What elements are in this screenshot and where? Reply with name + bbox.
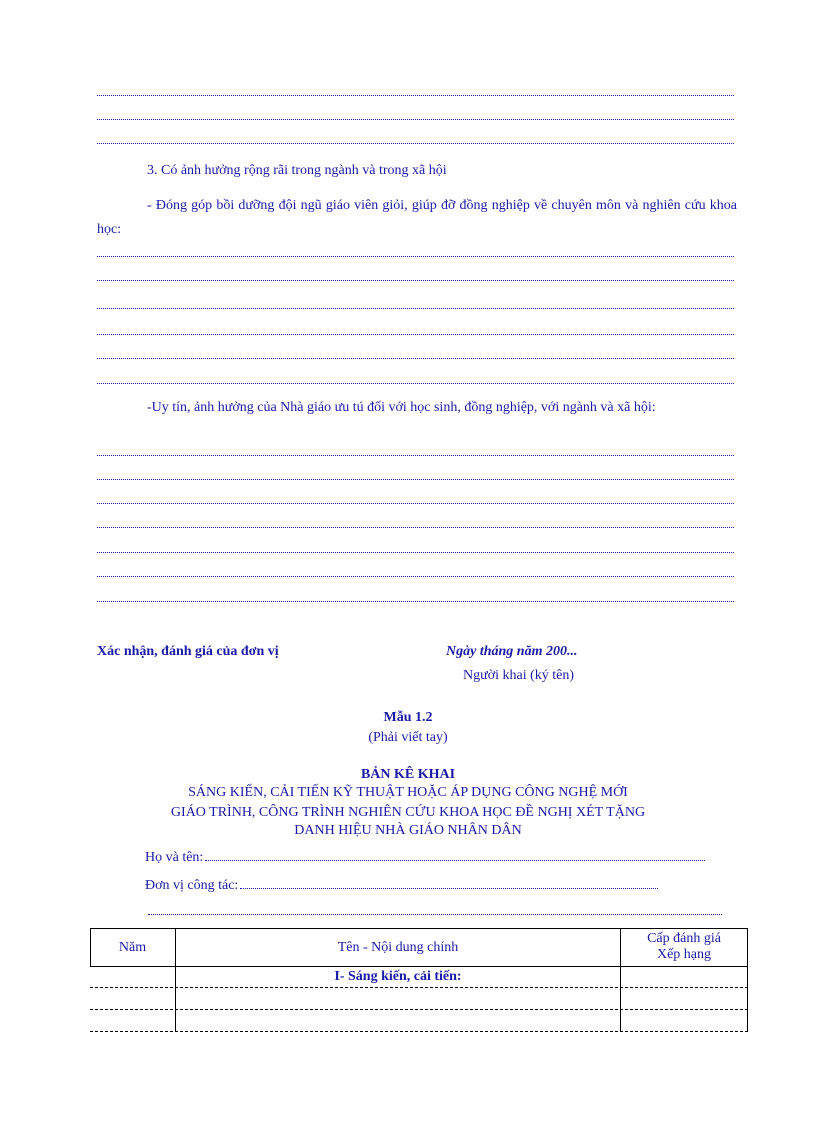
dotted-line (97, 280, 734, 281)
dotted-line (97, 256, 734, 257)
dotted-line (97, 143, 734, 144)
header-rank-line-1: Cấp đánh giá (647, 931, 721, 946)
header-year: Năm (118, 940, 147, 955)
table-row-dashed (90, 1009, 748, 1010)
form-subtitle-1: SÁNG KIẾN, CẢI TIẾN KỸ THUẬT HOẶC ÁP DỤNG CÔNG NGHỆ MỚI (188, 785, 628, 800)
dotted-line (97, 503, 734, 504)
name-field (145, 850, 705, 866)
dotted-line (97, 119, 734, 120)
header-rank (621, 931, 747, 963)
form-subtitle-3: DANH HIỆU NHÀ GIÁO NHÂN DÂN (294, 823, 522, 838)
form-subtitle-2: GIÁO TRÌNH, CÔNG TRÌNH NGHIÊN CỨU KHOA HỌC ĐỀ NGHỊ XÉT TẶNG (170, 805, 646, 820)
dotted-line (97, 479, 734, 480)
table-column-divider (747, 966, 748, 1032)
section-1-label: I- Sáng kiến, cải tiến: (334, 969, 462, 984)
dotted-line (97, 308, 734, 309)
date-line: Ngày tháng năm 200... (446, 644, 578, 659)
section-3-item-1: - Đóng góp bồi dưỡng đội ngũ giáo viên giỏi, giúp đỡ đồng nghiệp về chuyên môn và nghiên cứu khoa học: (97, 198, 737, 237)
section-3-item-2: -Uy tín, ảnh hưởng của Nhà giáo ưu tú đối với học sinh, đồng nghiệp, với ngành và xã hội: (147, 400, 656, 415)
form-note: (Phải viết tay) (368, 730, 448, 745)
table-row-dashed (90, 1031, 748, 1032)
unit-label: Đơn vị công tác: (145, 878, 239, 893)
table-header-bottom (90, 966, 748, 967)
unit-fill-line (240, 887, 658, 889)
section-3-heading: 3. Có ảnh hưởng rộng rãi trong ngành và trong xã hội (147, 163, 447, 178)
dotted-line (97, 334, 734, 335)
dotted-line (97, 601, 734, 602)
name-fill-line (205, 859, 705, 861)
header-name: Tên - Nội dung chính (337, 940, 459, 955)
name-label: Họ và tên: (145, 850, 204, 865)
form-code: Mẫu 1.2 (383, 710, 433, 725)
dotted-line (97, 383, 734, 384)
dotted-line (97, 527, 734, 528)
dotted-line (97, 552, 734, 553)
dotted-line (148, 914, 722, 915)
dotted-line (97, 95, 734, 96)
unit-field (145, 878, 658, 894)
dotted-line (97, 358, 734, 359)
signer-label: Người khai (ký tên) (463, 668, 575, 683)
table-row-dashed (90, 987, 748, 988)
form-title: BẢN KÊ KHAI (360, 767, 456, 782)
dotted-line (97, 455, 734, 456)
header-rank-line-2: Xếp hạng (656, 947, 712, 962)
dotted-line (97, 576, 734, 577)
confirmation-label: Xác nhận, đánh giá của đơn vị (97, 644, 279, 659)
